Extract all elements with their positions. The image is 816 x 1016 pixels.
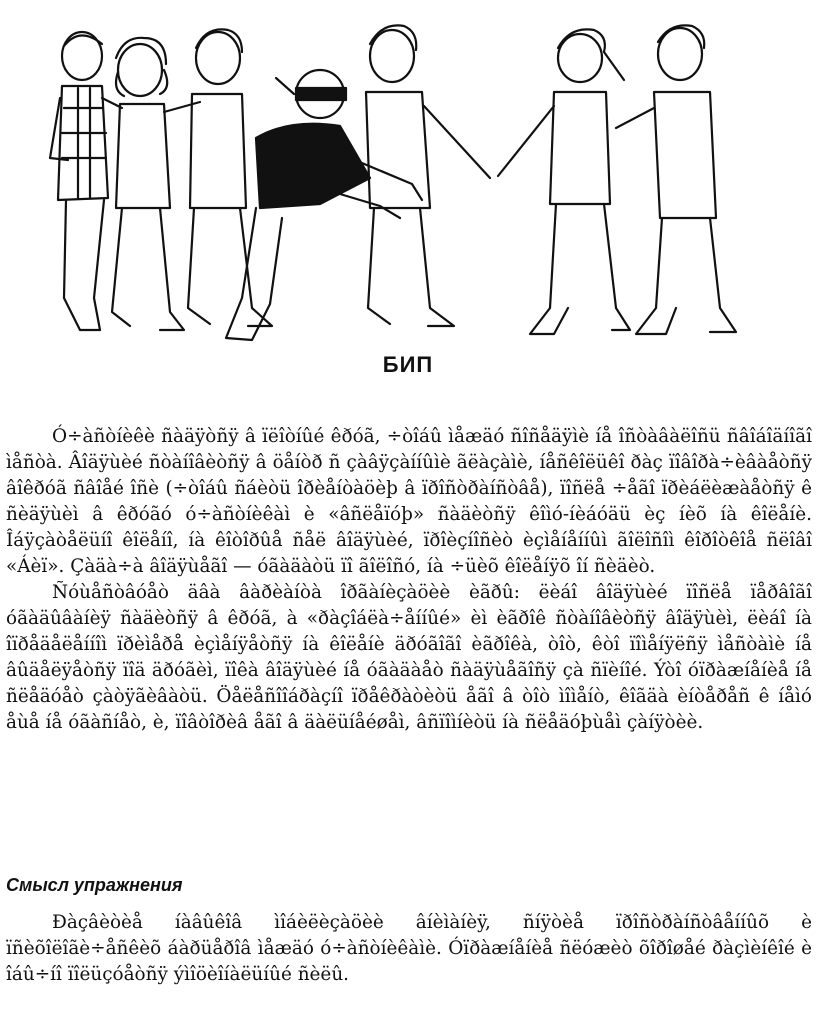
- child-figure-4: [366, 25, 490, 326]
- section-heading: Смысл упражнения: [6, 875, 183, 895]
- exercise-purpose: [6, 910, 812, 988]
- paragraph-2: Ñóùåñòâóåò äâà âàðèàíòà îðãàíèçàöèè èãðû: ëèáî âîäÿùèé ïîñëå ïåðâîãî óãàäûâàíèÿ ñàäèòñÿ â êðóã, à «ðàçîáëà÷åííûé» èì èãðîê ñòàíîâèòñÿ âîäÿùèì, ëèáî íà îïðåäåëåííîì ïðèìåðå èçìåíÿåòñÿ íà êîëåíè äðóãîãî èãðîêà, òîò, êòî ïîìåíÿëñÿ ìåñòàìè íå âûäåëÿåòñÿ ïîä äðóãèì, ïîêà âîäÿùèé íå óãàäàåò ñàäÿùåãîñÿ çà ñïèíîé. Ýòî óïðàæíåíèå íå ñëåäóåò çàòÿãèâàòü. Öåëåñîîáðàçíî ïðåêðàòèòü åãî â òîò ìîìåíò, êîãäà èíòåðåñ ê íåìó åùå íå óãàñíåò, è, ïîâòîðèâ åãî â äàëüíåéøåì, âñïîìíèòü íà ñëåäóþùåì çàíÿòèè.: [6, 582, 812, 733]
- blindfolded-child-figure: [226, 70, 422, 340]
- paragraph-1: Ó÷àñòíèêè ñàäÿòñÿ â ïëîòíûé êðóã, ÷òîáû ìåæäó ñîñåäÿìè íå îñòàâàëîñü ñâîáîäíîãî ìåñòà. Âîäÿùèé ñòàíîâèòñÿ â öåíòð ñ çàâÿçàííûìè ãëàçàìè, íåñêîëüêî ðàç ïîâîðà÷èâàåòñÿ âîêðóã ñâîåé îñè (÷òîáû ñáèòü îðèåíòàöèþ â ïðîñòðàíñòâå), ïîñëå ÷åãî ïðèáëèæàåòñÿ ê ñèäÿùèì â êðóãó ó÷àñòíèêàì è «âñëåïóþ» ñàäèòñÿ êîìó-íèáóäü èç íèõ íà êîëåíè. Îáÿçàòåëüíî êîëåíî, íà êîòîðûå ñåë âîäÿùèé, ïðîèçíîñèò èçìåíåííûì ãîëîñîì êîðîòêîå ñëîâî «Áèï». Çàäà÷à âîäÿùåãî — óãàäàòü ïî ãîëîñó, íà ÷üèõ êîëåíÿõ îí ñèäèò.: [6, 426, 812, 577]
- child-figure-2: [112, 38, 200, 330]
- child-figure-1: [50, 32, 122, 330]
- page-title: БИП: [382, 352, 434, 377]
- game-description: [6, 424, 812, 736]
- children-game-illustration: [20, 8, 810, 348]
- paragraph-3: Ðàçâèòèå íàâûêîâ ìîáèëèçàöèè âíèìàíèÿ, ñíÿòèå ïðîñòðàíñòâåííûõ è ïñèõîëîãè÷åñêèõ áàðüåðîâ ìåæäó ó÷àñòíèêàìè. Óïðàæíåíèå ñëóæèò õîðîøåé ðàçìèíêîé è îáû÷íî ïîëüçóåòñÿ ýìîöèîíàëüíûé ñèëû.: [6, 912, 812, 985]
- child-figure-5: [498, 29, 630, 334]
- child-figure-6: [616, 25, 736, 334]
